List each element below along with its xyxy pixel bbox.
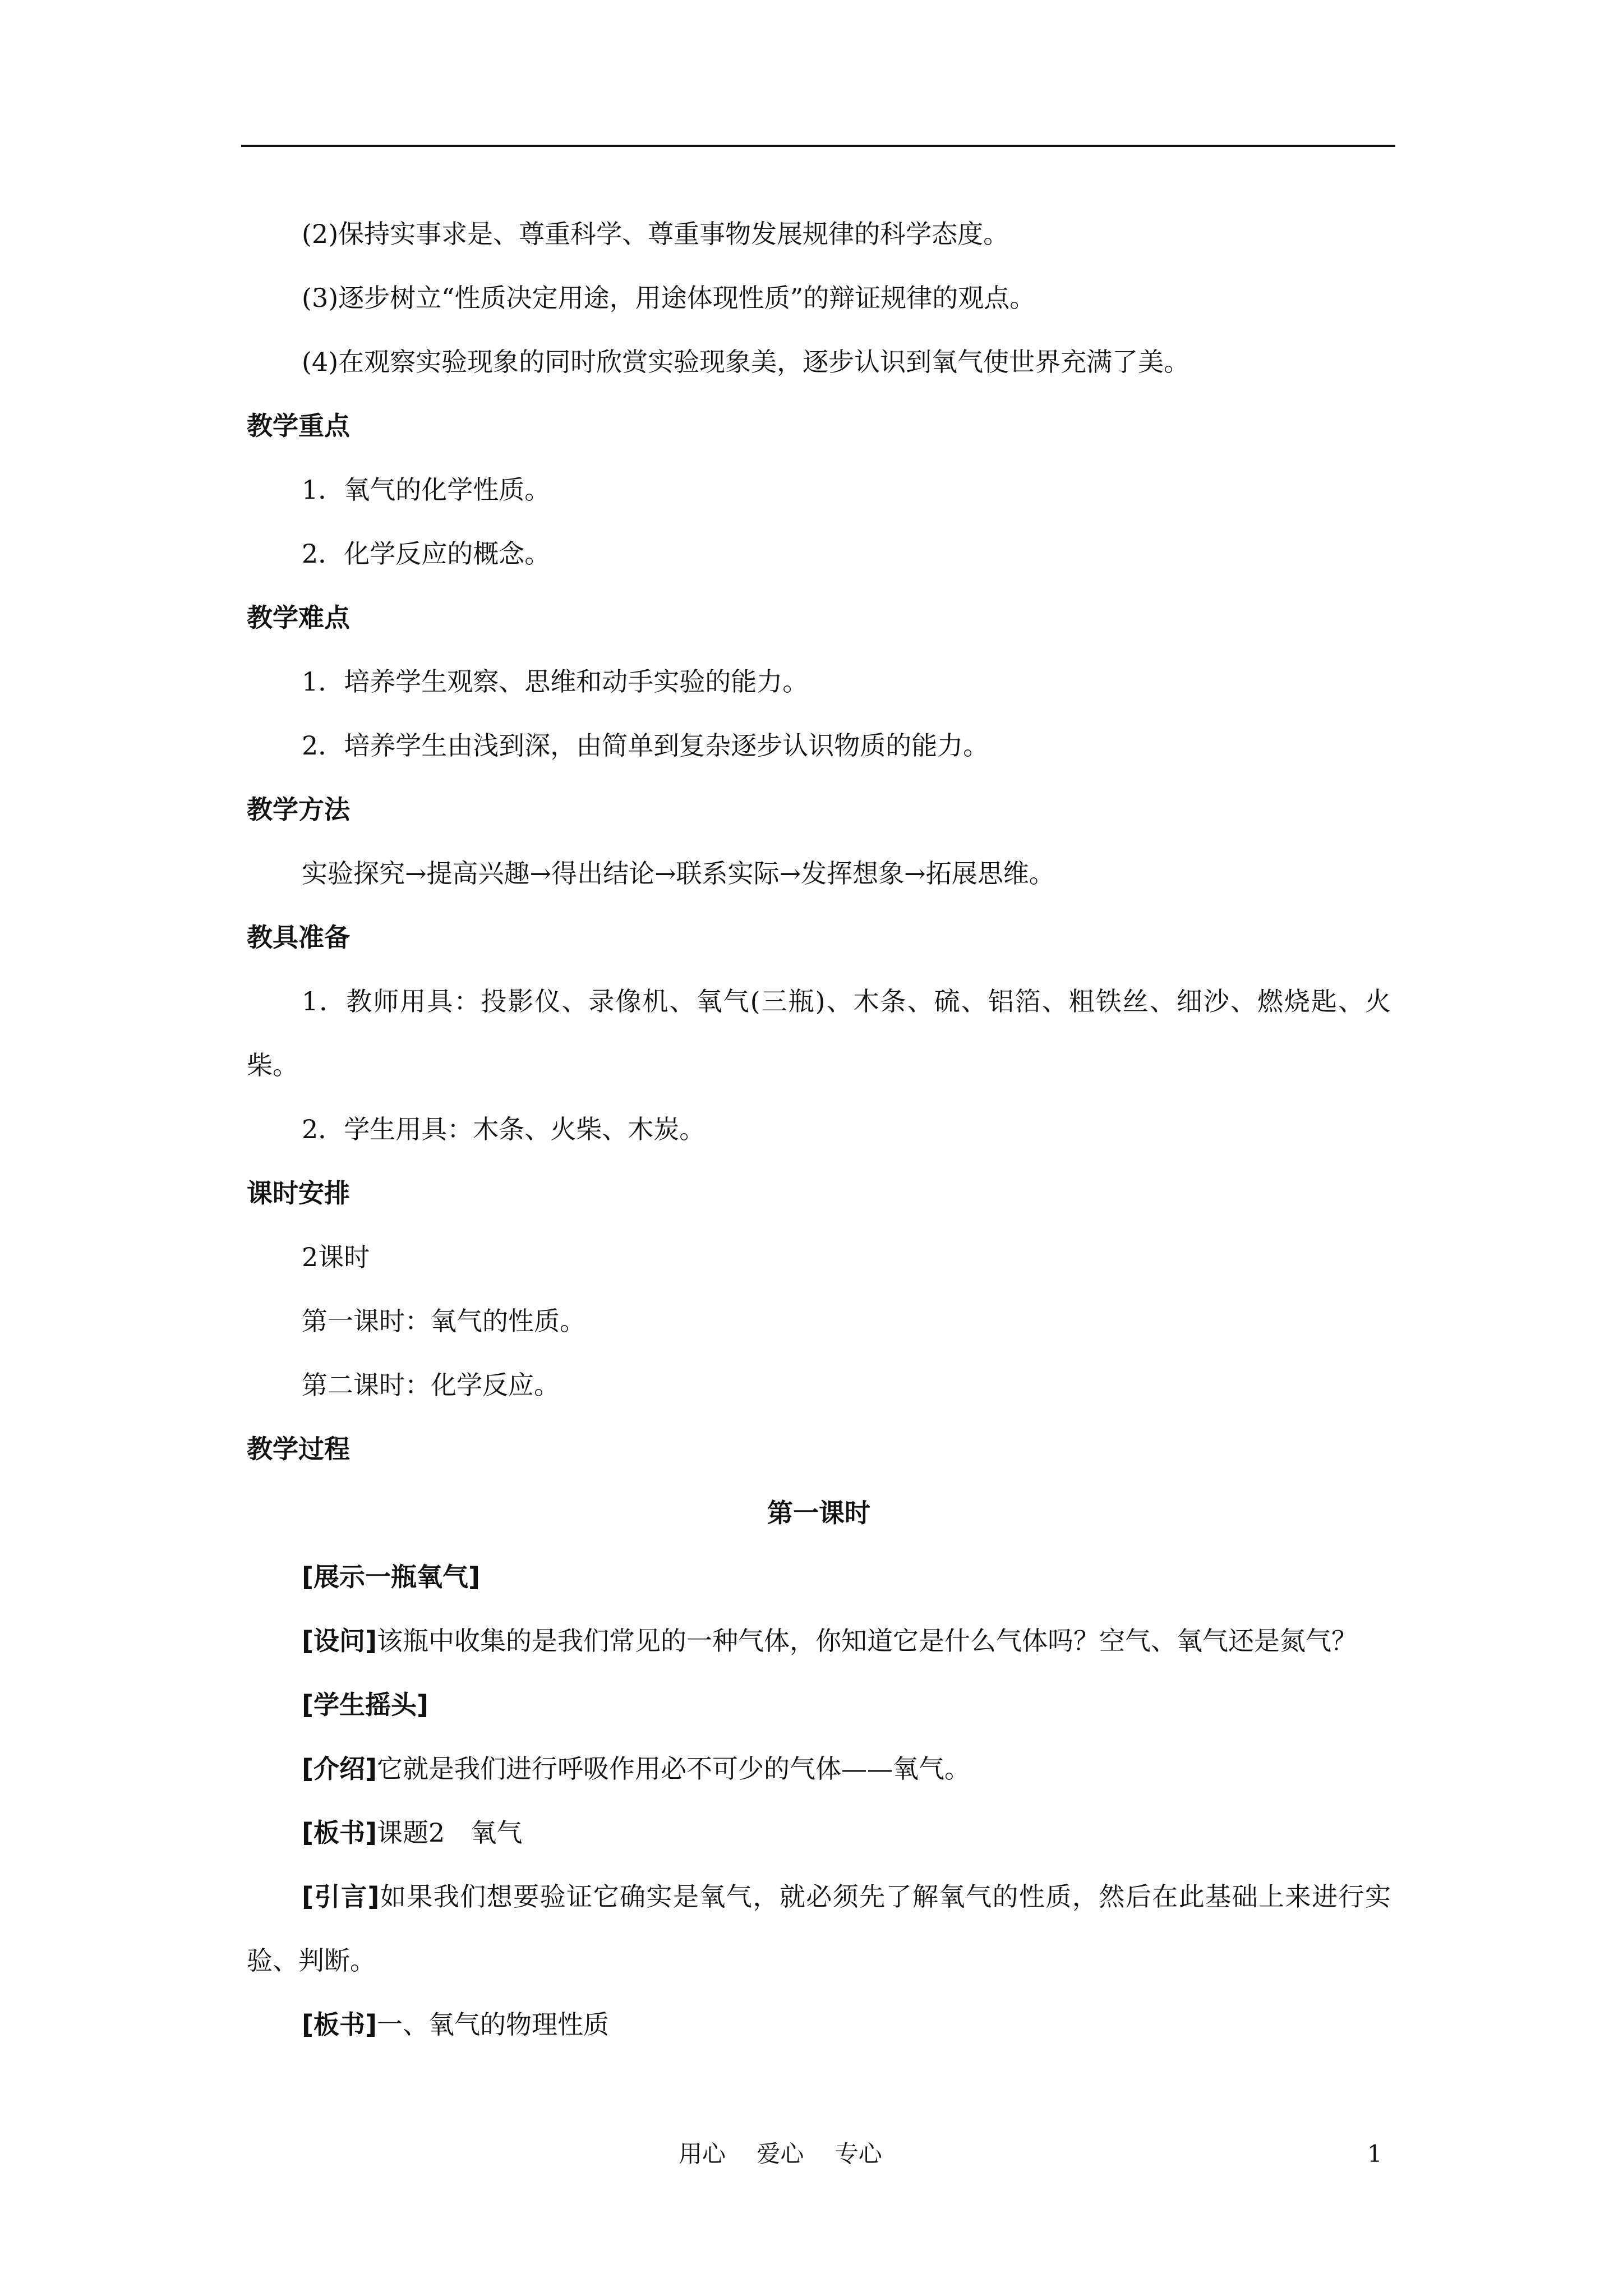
step-text: 一、氧气的物理性质: [377, 2009, 610, 2040]
step-tag: [板书]: [302, 1818, 377, 1848]
step-text: 如果我们想要验证它确实是氧气，就必须先了解氧气的性质，然后在此基础上来进行实验、判断。: [247, 1881, 1391, 1976]
header-rule: [241, 145, 1395, 147]
step-question: [247, 1609, 1391, 1673]
schedule-second: 第二课时：化学反应。: [302, 1370, 560, 1400]
schedule-total: 2课时: [302, 1242, 370, 1272]
step-tag: [学生摇头]: [302, 1690, 429, 1720]
key-point-1: 1．氧气的化学性质。: [302, 475, 551, 505]
method-heading: 教学方法: [247, 794, 350, 825]
objective-4: (4)在观察实验现象的同时欣赏实验现象美，逐步认识到氧气使世界充满了美。: [302, 347, 1190, 377]
process-heading: 教学过程: [247, 1434, 350, 1464]
step-show-oxygen: [247, 1545, 1391, 1609]
objective-2: (2)保持实事求是、尊重科学、尊重事物发展规律的科学态度。: [302, 219, 1009, 249]
step-tag: [介绍]: [302, 1754, 377, 1784]
step-text: 该瓶中收集的是我们常见的一种气体，你知道它是什么气体吗？空气、氧气还是氮气？: [377, 1626, 1358, 1656]
document-body: [247, 202, 1391, 2056]
step-tag: [展示一瓶氧气]: [302, 1562, 481, 1592]
footer-motto: 用心 爱心 专心: [679, 2140, 882, 2168]
difficulties-heading: 教学难点: [247, 602, 350, 633]
method-text: 实验探究→提高兴趣→得出结论→联系实际→发挥想象→拓展思维。: [302, 858, 1055, 889]
difficulty-1: 1．培养学生观察、思维和动手实验的能力。: [302, 666, 809, 697]
step-text: 课题2 氧气: [377, 1818, 523, 1848]
step-introduction: [247, 1737, 1391, 1801]
step-lead-in: [247, 1865, 1391, 1993]
step-board-topic: [247, 1801, 1391, 1865]
step-students-shake-heads: [247, 1673, 1391, 1737]
step-tag: [设问]: [302, 1626, 377, 1656]
objective-3: (3)逐步树立“性质决定用途，用途体现性质”的辩证规律的观点。: [302, 283, 1036, 313]
materials-teacher: 1．教师用具：投影仪、录像机、氧气(三瓶)、木条、硫、铝箔、粗铁丝、细沙、燃烧匙、火柴。: [247, 986, 1391, 1080]
step-text: 它就是我们进行呼吸作用必不可少的气体——氧气。: [377, 1754, 971, 1784]
step-tag: [板书]: [302, 2009, 377, 2040]
page-number: 1: [1367, 2140, 1382, 2168]
materials-heading: 教具准备: [247, 922, 350, 953]
difficulty-2: 2．培养学生由浅到深，由简单到复杂逐步认识物质的能力。: [302, 730, 989, 761]
lesson-title: 第一课时: [767, 1498, 870, 1528]
schedule-heading: 课时安排: [247, 1178, 350, 1208]
schedule-first: 第一课时：氧气的性质。: [302, 1306, 585, 1336]
key-points-heading: 教学重点: [247, 411, 350, 441]
materials-student: 2．学生用具：木条、火柴、木炭。: [302, 1114, 706, 1144]
key-point-2: 2．化学反应的概念。: [302, 539, 551, 569]
step-tag: [引言]: [302, 1881, 380, 1912]
step-board-physical-properties: [247, 1993, 1391, 2056]
